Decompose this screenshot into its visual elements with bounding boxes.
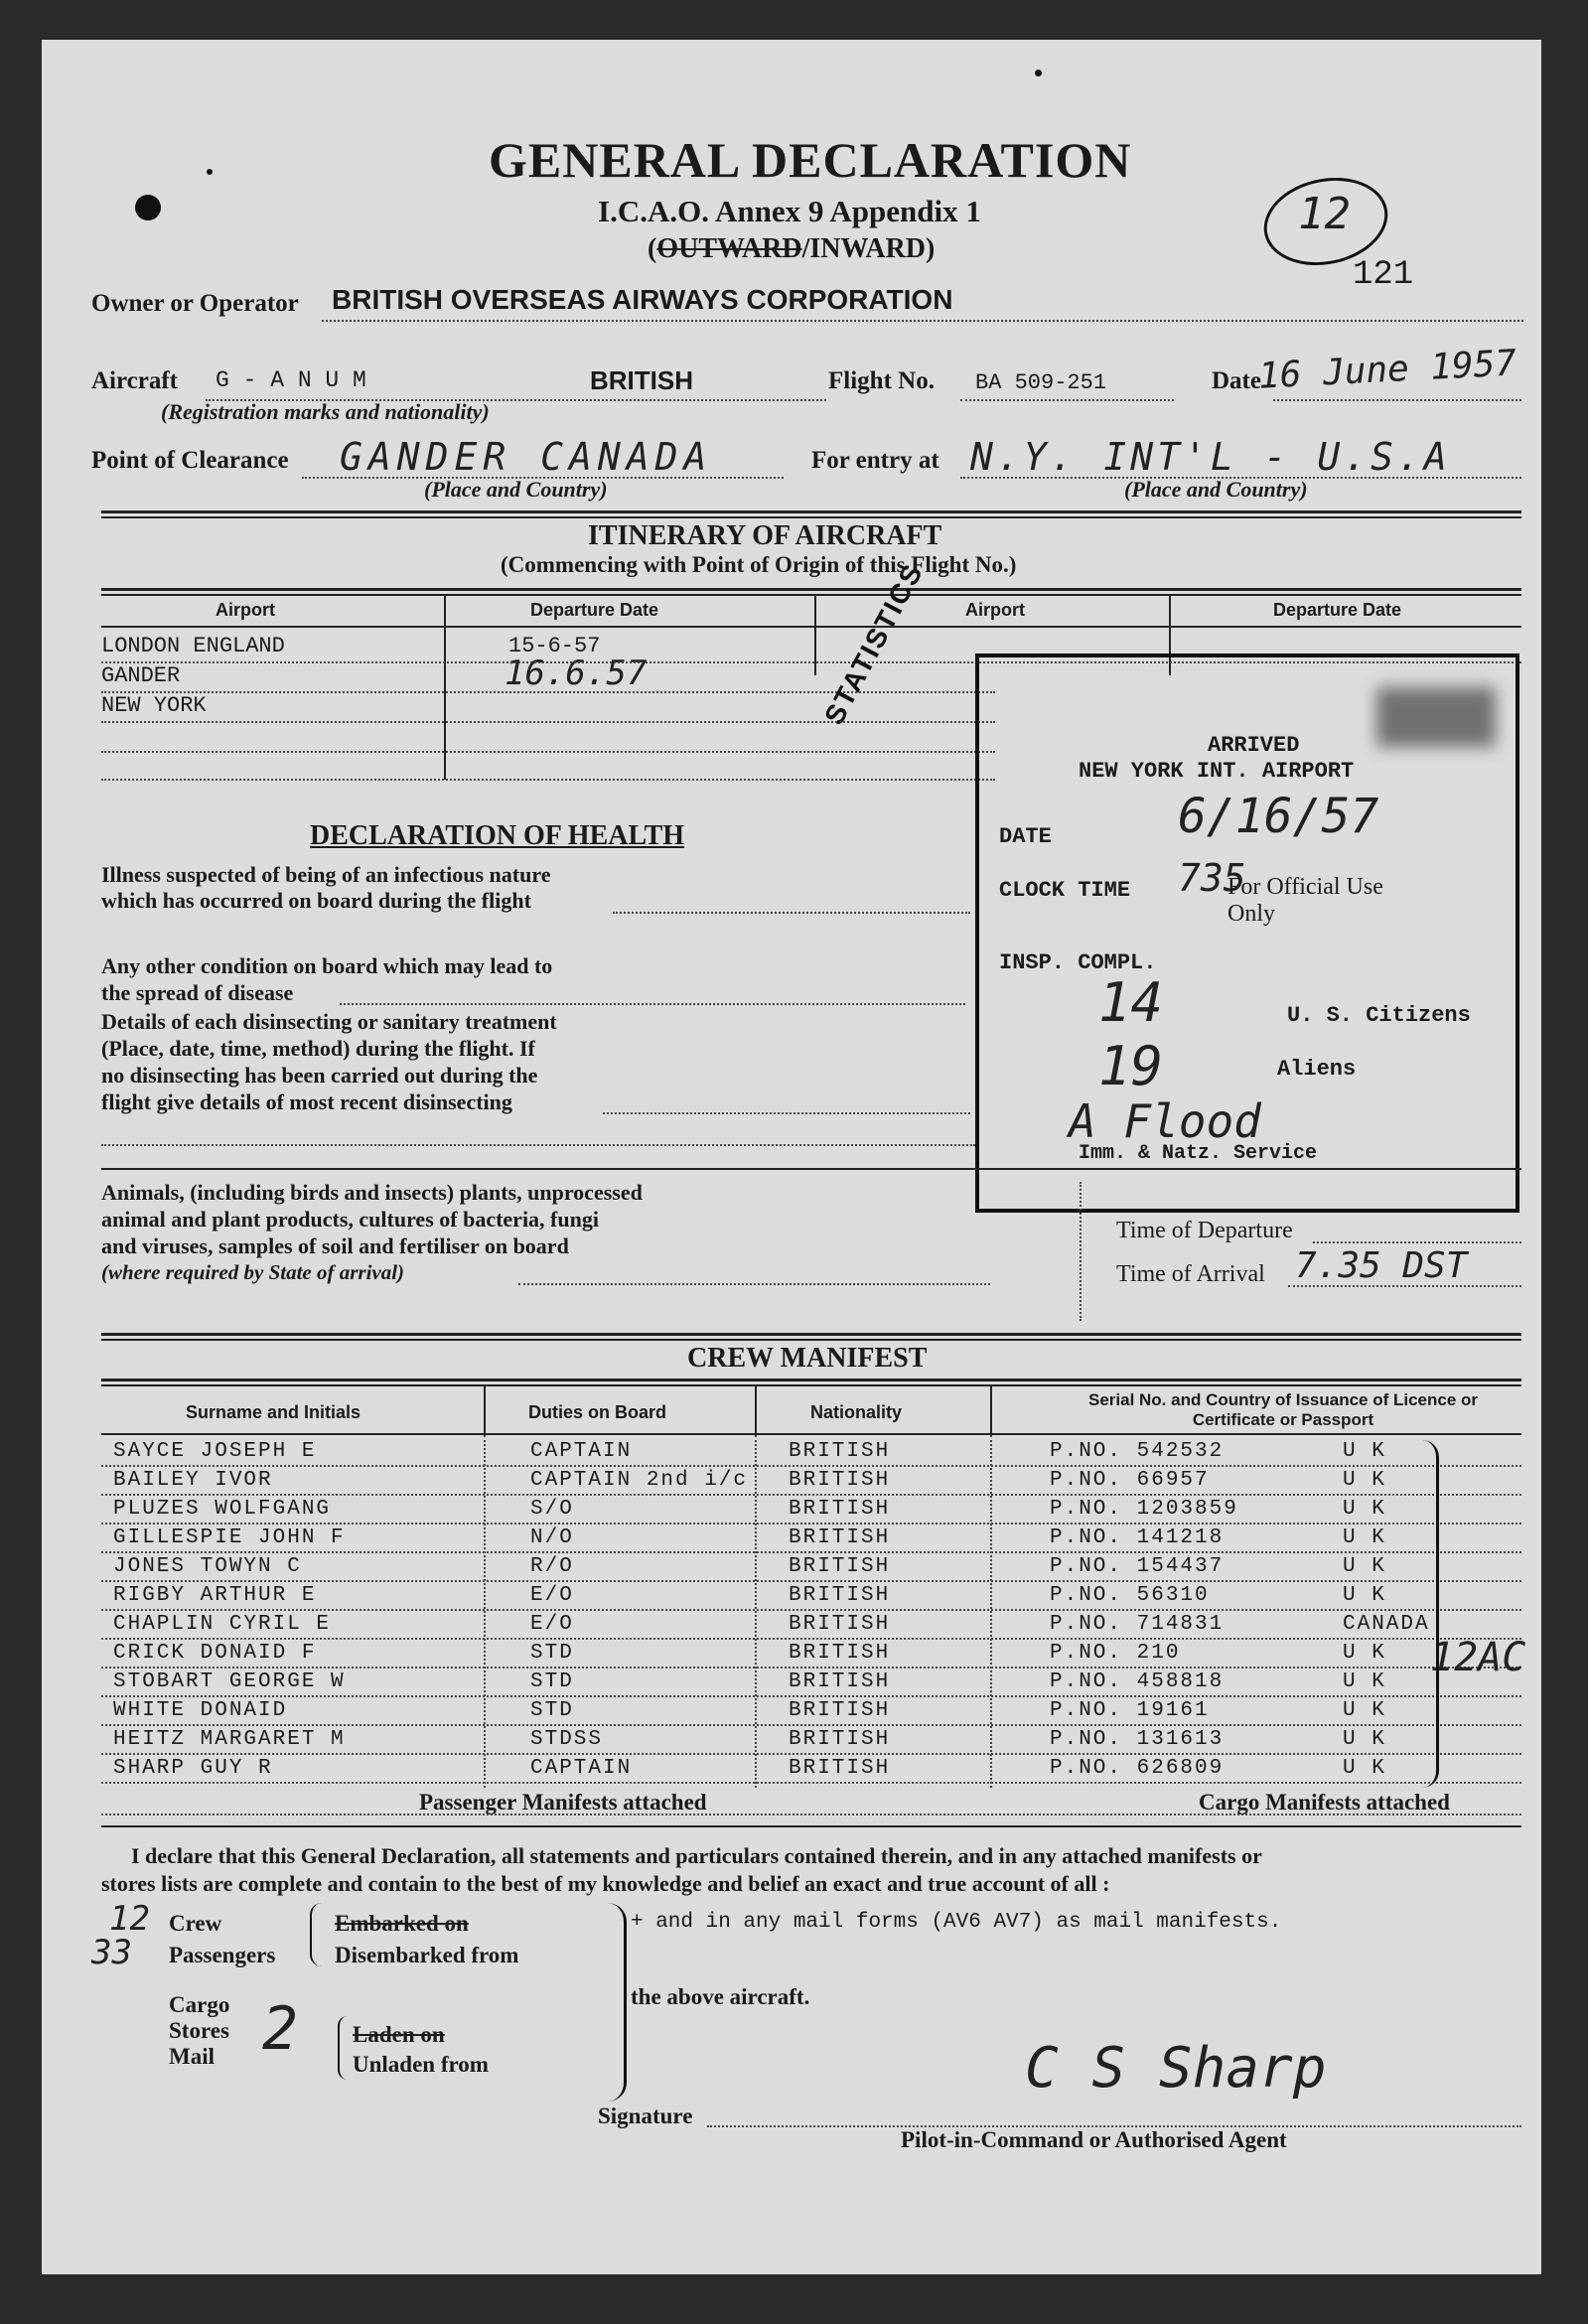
pax-count: 33: [91, 1933, 132, 1972]
crew-country: U K: [1343, 1584, 1386, 1607]
crew-rule: [101, 1379, 1521, 1381]
crew-duty: CAPTAIN 2nd i/c: [530, 1469, 749, 1492]
bracket-left: [310, 1903, 322, 1966]
departure-time-label: Time of Departure: [1116, 1218, 1293, 1243]
stamp-inspector-signature: A Flood: [1069, 1094, 1261, 1148]
crew-duty: STD: [530, 1642, 574, 1665]
unladen-label: Unladen from: [353, 2052, 489, 2077]
declaration-text-2: stores lists are complete and contain to the best of my knowledge and belief an exact and true account of all :: [101, 1871, 1110, 1896]
health-item3-line3: no disinsecting has been carried out during the: [101, 1063, 538, 1088]
health-item1-line1: Illness suspected of being of an infectious nature: [101, 862, 551, 887]
crew-serial: P.NO. 141218: [1050, 1526, 1225, 1549]
crew-rule: [101, 1333, 1521, 1336]
crew-rule: [101, 1339, 1521, 1341]
crew-serial: P.NO. 458818: [1050, 1670, 1225, 1693]
crew-nationality: BRITISH: [789, 1440, 891, 1463]
crew-row: [42, 1755, 1541, 1784]
health-title: DECLARATION OF HEALTH: [310, 820, 685, 851]
cargo-label: Cargo: [169, 1992, 230, 2017]
crew-name: WHITE DONAID: [113, 1699, 288, 1722]
passenger-manifests-label: Passenger Manifests attached: [419, 1790, 707, 1815]
bracket-right: [608, 1903, 627, 2102]
crew-col-rule: [755, 1386, 757, 1436]
stamp-smudge: [1376, 687, 1496, 747]
health-item1-line2: which has occurred on board during the flight: [101, 888, 531, 913]
itinerary-rule: [101, 588, 1521, 591]
stamp-insp-label: INSP. COMPL.: [999, 950, 1157, 975]
crew-bracket: [1422, 1440, 1439, 1788]
stamp-date-label: DATE: [999, 824, 1052, 849]
health-item2-line: [340, 1003, 965, 1005]
crew-header-nationality: Nationality: [810, 1402, 903, 1422]
itin-header-airport-1: Airport: [216, 600, 275, 620]
crew-name: JONES TOWYN C: [113, 1555, 302, 1578]
health-item2-line2: the spread of disease: [101, 980, 294, 1005]
crew-duty: STD: [530, 1699, 574, 1722]
section-rule: [101, 510, 1521, 513]
stamp-time-label: CLOCK TIME: [999, 878, 1131, 903]
health-item3-line2: (Place, date, time, method) during the flight. If: [101, 1036, 535, 1061]
crew-country: U K: [1343, 1498, 1386, 1521]
crew-row: [42, 1697, 1541, 1726]
crew-row: [42, 1582, 1541, 1611]
stamp-arrived: ARRIVED: [1208, 733, 1300, 758]
disembarked-label: Disembarked from: [335, 1943, 519, 1967]
crew-serial: P.NO. 714831: [1050, 1613, 1225, 1636]
crew-name: STOBART GEORGE W: [113, 1670, 346, 1693]
aircraft-registration: G - A N U M: [216, 367, 366, 393]
ink-speck: [1035, 70, 1042, 76]
aircraft-label: Aircraft: [91, 367, 178, 394]
crew-header-serial: Serial No. and Country of Issuance of Licence or Certificate or Passport: [1087, 1390, 1479, 1429]
itinerary-rule: [101, 594, 1521, 596]
crew-header-name: Surname and Initials: [186, 1402, 361, 1422]
declaration-form: [42, 40, 1541, 2274]
crew-duty: CAPTAIN: [530, 1440, 633, 1463]
crew-row: [42, 1496, 1541, 1525]
crew-name: CHAPLIN CYRIL E: [113, 1613, 332, 1636]
crew-country: U K: [1343, 1555, 1386, 1578]
crew-serial: P.NO. 154437: [1050, 1555, 1225, 1578]
flight-value: BA 509-251: [975, 370, 1107, 395]
crew-serial: P.NO. 56310: [1050, 1584, 1210, 1607]
crew-serial: P.NO. 19161: [1050, 1699, 1210, 1722]
crew-row: [42, 1525, 1541, 1553]
crew-duty: N/O: [530, 1526, 574, 1549]
crew-row: [42, 1438, 1541, 1467]
entry-value: N.Y. INT'L - U.S.A: [970, 435, 1451, 479]
crew-duty: R/O: [530, 1555, 574, 1578]
crew-name: GILLESPIE JOHN F: [113, 1526, 346, 1549]
flight-label: Flight No.: [828, 367, 935, 394]
crew-name: PLUZES WOLFGANG: [113, 1498, 332, 1521]
crew-country: U K: [1343, 1440, 1386, 1463]
direction-struck: OUTWARD: [656, 233, 802, 264]
itin-row-line: [101, 779, 995, 781]
date-value: 16 June 1957: [1257, 343, 1517, 397]
crew-nationality: BRITISH: [789, 1555, 891, 1578]
crew-country: U K: [1343, 1469, 1386, 1492]
crew-header-duties: Duties on Board: [528, 1402, 667, 1422]
crew-country: U K: [1343, 1699, 1386, 1722]
itinerary-header-rule: [101, 626, 1521, 628]
crew-row: [42, 1467, 1541, 1496]
crew-name: HEITZ MARGARET M: [113, 1728, 346, 1751]
owner-label: Owner or Operator: [91, 290, 299, 317]
stamp-official-use: For Official Use Only: [1227, 874, 1383, 927]
aircraft-text: the above aircraft.: [631, 1984, 810, 2009]
ink-blot: [135, 195, 161, 220]
crew-country: U K: [1343, 1642, 1386, 1665]
crew-nationality: BRITISH: [789, 1498, 891, 1521]
itin-header-date-1: Departure Date: [530, 600, 659, 620]
entry-caption: (Place and Country): [1124, 477, 1308, 502]
crew-name: BAILEY IVOR: [113, 1469, 273, 1492]
itinerary-subtitle: (Commencing with Point of Origin of this Flight No.): [501, 552, 1017, 577]
cargo-count: 2: [262, 1994, 299, 2064]
mail-label: Mail: [169, 2044, 215, 2069]
aircraft-caption: (Registration marks and nationality): [161, 399, 490, 424]
crew-name: CRICK DONAID F: [113, 1642, 317, 1665]
ink-speck: [207, 169, 213, 175]
arrival-time-value: 7.35 DST: [1295, 1245, 1468, 1286]
signature-label: Signature: [598, 2104, 693, 2128]
signature-value: C S Sharp: [1025, 2036, 1327, 2101]
clearance-label: Point of Clearance: [91, 447, 289, 474]
crew-row-line: [101, 1782, 1521, 1784]
itin-header-date-2: Departure Date: [1273, 600, 1402, 620]
pax-count-label: Passengers: [169, 1943, 276, 1967]
crew-col-rule: [990, 1386, 992, 1436]
itin-airport-2: GANDER: [101, 663, 181, 688]
crew-name: SAYCE JOSEPH E: [113, 1440, 317, 1463]
manifest-line: [101, 1814, 1521, 1816]
crew-serial: P.NO. 131613: [1050, 1728, 1225, 1751]
stamp-alien-label: Aliens: [1277, 1057, 1357, 1082]
crew-country: U K: [1343, 1728, 1386, 1751]
crew-nationality: BRITISH: [789, 1757, 891, 1780]
itin-row-line: [101, 721, 995, 723]
stamp-us-count: 14: [1098, 971, 1164, 1034]
crew-name: RIGBY ARTHUR E: [113, 1584, 317, 1607]
health-item3-line4: flight give details of most recent disinsecting: [101, 1089, 512, 1114]
crew-duty: E/O: [530, 1584, 574, 1607]
crew-name: SHARP GUY R: [113, 1757, 273, 1780]
clearance-caption: (Place and Country): [424, 477, 608, 502]
flight-line: [960, 399, 1174, 401]
declaration-text-1: I declare that this General Declaration, all statements and particulars contained therein, and in any attached manifests or: [131, 1843, 1262, 1868]
statistics-stamp: STATISTICS: [818, 557, 930, 730]
health-item3-line: [101, 1144, 975, 1146]
crew-nationality: BRITISH: [789, 1699, 891, 1722]
health-item4-line2: animal and plant products, cultures of bacteria, fungi: [101, 1207, 599, 1232]
form-title: GENERAL DECLARATION: [489, 132, 1132, 188]
crew-title: CREW MANIFEST: [687, 1343, 928, 1374]
arrival-time-label: Time of Arrival: [1116, 1261, 1265, 1287]
crew-duty: S/O: [530, 1498, 574, 1521]
crew-nationality: BRITISH: [789, 1584, 891, 1607]
health-item4-line1: Animals, (including birds and insects) plants, unprocessed: [101, 1180, 643, 1205]
departure-time-line: [1313, 1241, 1521, 1243]
health-col-rule: [1080, 1182, 1082, 1321]
itin-date-1: 15-6-57: [508, 634, 601, 658]
direction-line: [648, 233, 935, 265]
date-line: [1273, 399, 1521, 401]
stamp-time-value: 735: [1178, 856, 1246, 900]
bracket-laden: [338, 2016, 348, 2080]
embarked-label: Embarked on: [335, 1911, 469, 1936]
crew-row: [42, 1640, 1541, 1669]
stores-label: Stores: [169, 2018, 229, 2043]
crew-header-rule: [101, 1433, 1521, 1435]
itin-header-airport-2: Airport: [965, 600, 1025, 620]
stamp-alien-count: 19: [1098, 1035, 1164, 1097]
entry-label: For entry at: [811, 447, 939, 474]
itin-airport-3: NEW YORK: [101, 693, 207, 718]
stamp-service-label: Imm. & Natz. Service: [1079, 1142, 1318, 1165]
crew-serial: P.NO. 1203859: [1050, 1498, 1238, 1521]
crew-count: 12: [109, 1899, 150, 1939]
owner-line: [322, 320, 1523, 322]
page-number: 121: [1353, 256, 1414, 294]
crew-duty: STDSS: [530, 1728, 604, 1751]
immigration-stamp: [975, 654, 1519, 1213]
crew-margin-note: 12AC: [1430, 1635, 1526, 1680]
itin-date-2: 16.6.57: [505, 654, 648, 693]
health-item4-line4: (where required by State of arrival): [101, 1260, 405, 1284]
itin-row-line: [101, 751, 995, 753]
mail-forms-text: + and in any mail forms (AV6 AV7) as mail manifests.: [631, 1911, 1282, 1934]
crew-col-rule: [484, 1386, 486, 1436]
crew-duty: CAPTAIN: [530, 1757, 633, 1780]
section-rule: [101, 516, 1521, 518]
crew-nationality: BRITISH: [789, 1728, 891, 1751]
stamp-date-value: 6/16/57: [1178, 789, 1379, 844]
health-item3-line: [603, 1112, 970, 1114]
health-item4-line3: and viruses, samples of soil and fertiliser on board: [101, 1234, 569, 1258]
direction-open: (: [648, 233, 657, 264]
stamp-airport: NEW YORK INT. AIRPORT: [1079, 759, 1355, 784]
clearance-value: GANDER CANADA: [340, 435, 713, 479]
crew-row: [42, 1726, 1541, 1755]
crew-nationality: BRITISH: [789, 1613, 891, 1636]
health-item1-line: [613, 912, 970, 914]
cargo-manifests-label: Cargo Manifests attached: [1199, 1790, 1450, 1815]
arrival-time-line: [1288, 1285, 1521, 1287]
crew-nationality: BRITISH: [789, 1469, 891, 1492]
crew-country: U K: [1343, 1757, 1386, 1780]
manifest-rule: [101, 1825, 1521, 1827]
laden-label: Laden on: [353, 2022, 445, 2047]
crew-row: [42, 1669, 1541, 1697]
health-item2-line1: Any other condition on board which may lead to: [101, 953, 553, 978]
crew-serial: P.NO. 66957: [1050, 1469, 1210, 1492]
crew-serial: P.NO. 210: [1050, 1642, 1181, 1665]
crew-nationality: BRITISH: [789, 1642, 891, 1665]
crew-nationality: BRITISH: [789, 1670, 891, 1693]
crew-country: U K: [1343, 1526, 1386, 1549]
crew-rule: [101, 1384, 1521, 1386]
crew-serial: P.NO. 542532: [1050, 1440, 1225, 1463]
pilot-label: Pilot-in-Command or Authorised Agent: [901, 2127, 1287, 2152]
crew-country: U K: [1343, 1670, 1386, 1693]
crew-duty: E/O: [530, 1613, 574, 1636]
crew-country: CANADA: [1343, 1613, 1430, 1636]
itinerary-title: ITINERARY OF AIRCRAFT: [588, 520, 942, 551]
crew-row: [42, 1553, 1541, 1582]
circled-number-text: 12: [1298, 189, 1351, 239]
crew-nationality: BRITISH: [789, 1526, 891, 1549]
itin-airport-1: LONDON ENGLAND: [101, 634, 285, 658]
crew-serial: P.NO. 626809: [1050, 1757, 1225, 1780]
crew-duty: STD: [530, 1670, 574, 1693]
aircraft-nationality: BRITISH: [590, 365, 693, 395]
crew-count-label: Crew: [169, 1911, 222, 1936]
health-rule: [101, 1168, 1521, 1170]
crew-row: [42, 1611, 1541, 1640]
health-item3-line1: Details of each disinsecting or sanitary treatment: [101, 1009, 557, 1034]
form-subtitle: I.C.A.O. Annex 9 Appendix 1: [598, 194, 981, 228]
date-label: Date: [1212, 367, 1261, 394]
owner-value: BRITISH OVERSEAS AIRWAYS CORPORATION: [332, 284, 953, 315]
health-item4-line: [518, 1283, 990, 1285]
stamp-us-label: U. S. Citizens: [1287, 1003, 1471, 1028]
direction-rest: /INWARD): [801, 233, 936, 264]
itinerary-col-rule: [814, 596, 816, 675]
